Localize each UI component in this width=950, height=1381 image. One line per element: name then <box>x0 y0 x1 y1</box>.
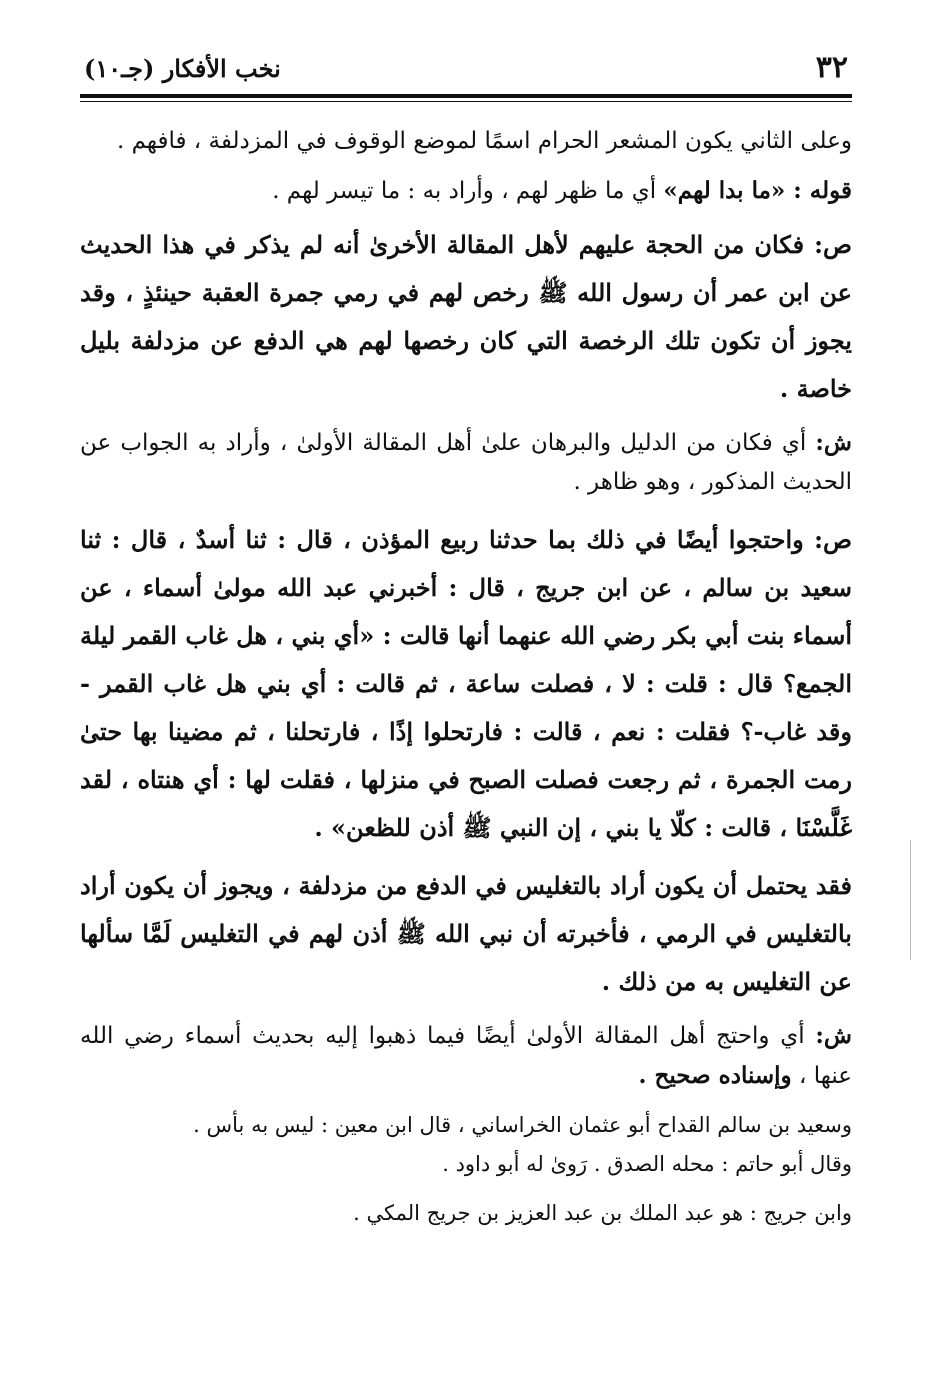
page-number: ٣٢ <box>815 50 848 85</box>
biography-line-1: وسعيد بن سالم القداح أبو عثمان الخراساني ، قال ابن معين : ليس به بأس . <box>193 1113 852 1137</box>
sad-label: ص: <box>814 230 853 259</box>
commentary-paragraph-1-text: أي فكان من الدليل والبرهان علىٰ أهل المقالة الأولىٰ ، وأراد به الجواب عن الحديث المذكور ، وهو ظاهر . <box>80 430 852 495</box>
running-title: نخب الأفكار (جـ١٠) <box>84 54 281 83</box>
matn-paragraph-1-text: فكان من الحجة عليهم لأهل المقالة الأخرىٰ أنه لم يذكر في هذا الحديث عن ابن عمر أن رسول الله ﷺ رخص لهم في رمي جمرة العقبة حينئذٍ ، وقد يجوز أن تكون تلك الرخصة التي كان رخصها لهم هي الدفع عن مزدلفة بليل خاصة . <box>80 230 852 403</box>
header-rule-thick <box>80 94 852 98</box>
paragraph-1: وعلى الثاني يكون المشعر الحرام اسمًا لموضع الوقوف في المزدلفة ، فافهم . <box>116 128 852 154</box>
matn-paragraph-2-text: واحتجوا أيضًا في ذلك بما حدثنا ربيع المؤذن ، قال : ثنا أسدٌ ، قال : ثنا سعيد بن سالم ، عن ابن جريج ، قال : أخبرني عبد الله مولىٰ أسماء ، عن أسماء بنت أبي بكر رضي الله عنهما أنها قالت : «أي بني ، هل غاب القمر ليلة الجمع؟ قال : قلت : لا ، فصلت ساعة ، ثم قالت : أي بني هل غاب القمر - وقد غاب-؟ فقلت : نعم ، قالت : فارتحلوا إذًا ، فارتحلنا ، ثم مضينا بها حتىٰ رمت الجمرة ، ثم رجعت فصلت الصبح في منزلها ، فقلت لها : أي هنتاه ، لقد غَلَّسْنَا ، قالت : كلّا يا بني ، إن النبي ﷺ أذن للظعن» . <box>80 525 852 842</box>
commentary-paragraph-1 <box>80 423 852 502</box>
quote-label: قوله : «ما بدا لهم» <box>663 177 852 204</box>
matn-paragraph-2 <box>80 516 852 852</box>
commentary-paragraph-2 <box>80 1016 852 1096</box>
commentary-paragraph-2-bold-end: وإسناده صحيح . <box>638 1062 792 1089</box>
paragraph-2 <box>80 171 852 211</box>
book-page <box>80 48 852 1233</box>
matn-paragraph-3: فقد يحتمل أن يكون أراد بالتغليس في الدفع من مزدلفة ، ويجوز أن يكون أراد بالتغليس في الرمي ، فأخبرته أن نبي الله ﷺ أذن لهم في التغليس لَمَّا سألها عن التغليس به من ذلك . <box>80 871 852 996</box>
shin-label: ش: <box>815 1022 852 1049</box>
sad-label: ص: <box>814 525 852 554</box>
paragraph-2-text: أي ما ظهر لهم ، وأراد به : ما تيسر لهم . <box>272 178 664 204</box>
margin-mark <box>910 840 911 960</box>
biography-line-2: وقال أبو حاتم : محله الصدق . رَوىٰ له أبو داود . <box>442 1152 852 1176</box>
matn-paragraph-1 <box>80 221 852 413</box>
page-body <box>80 102 852 1233</box>
shin-label: ش: <box>815 429 852 456</box>
commentary-paragraph-2-text: أي واحتج أهل المقالة الأولىٰ أيضًا فيما ذهبوا إليه بحديث أسماء رضي الله عنها ، <box>80 1023 852 1089</box>
page-header <box>80 48 852 94</box>
biography-line-3: وابن جريج : هو عبد الملك بن عبد العزيز بن جريج المكي . <box>353 1201 852 1225</box>
